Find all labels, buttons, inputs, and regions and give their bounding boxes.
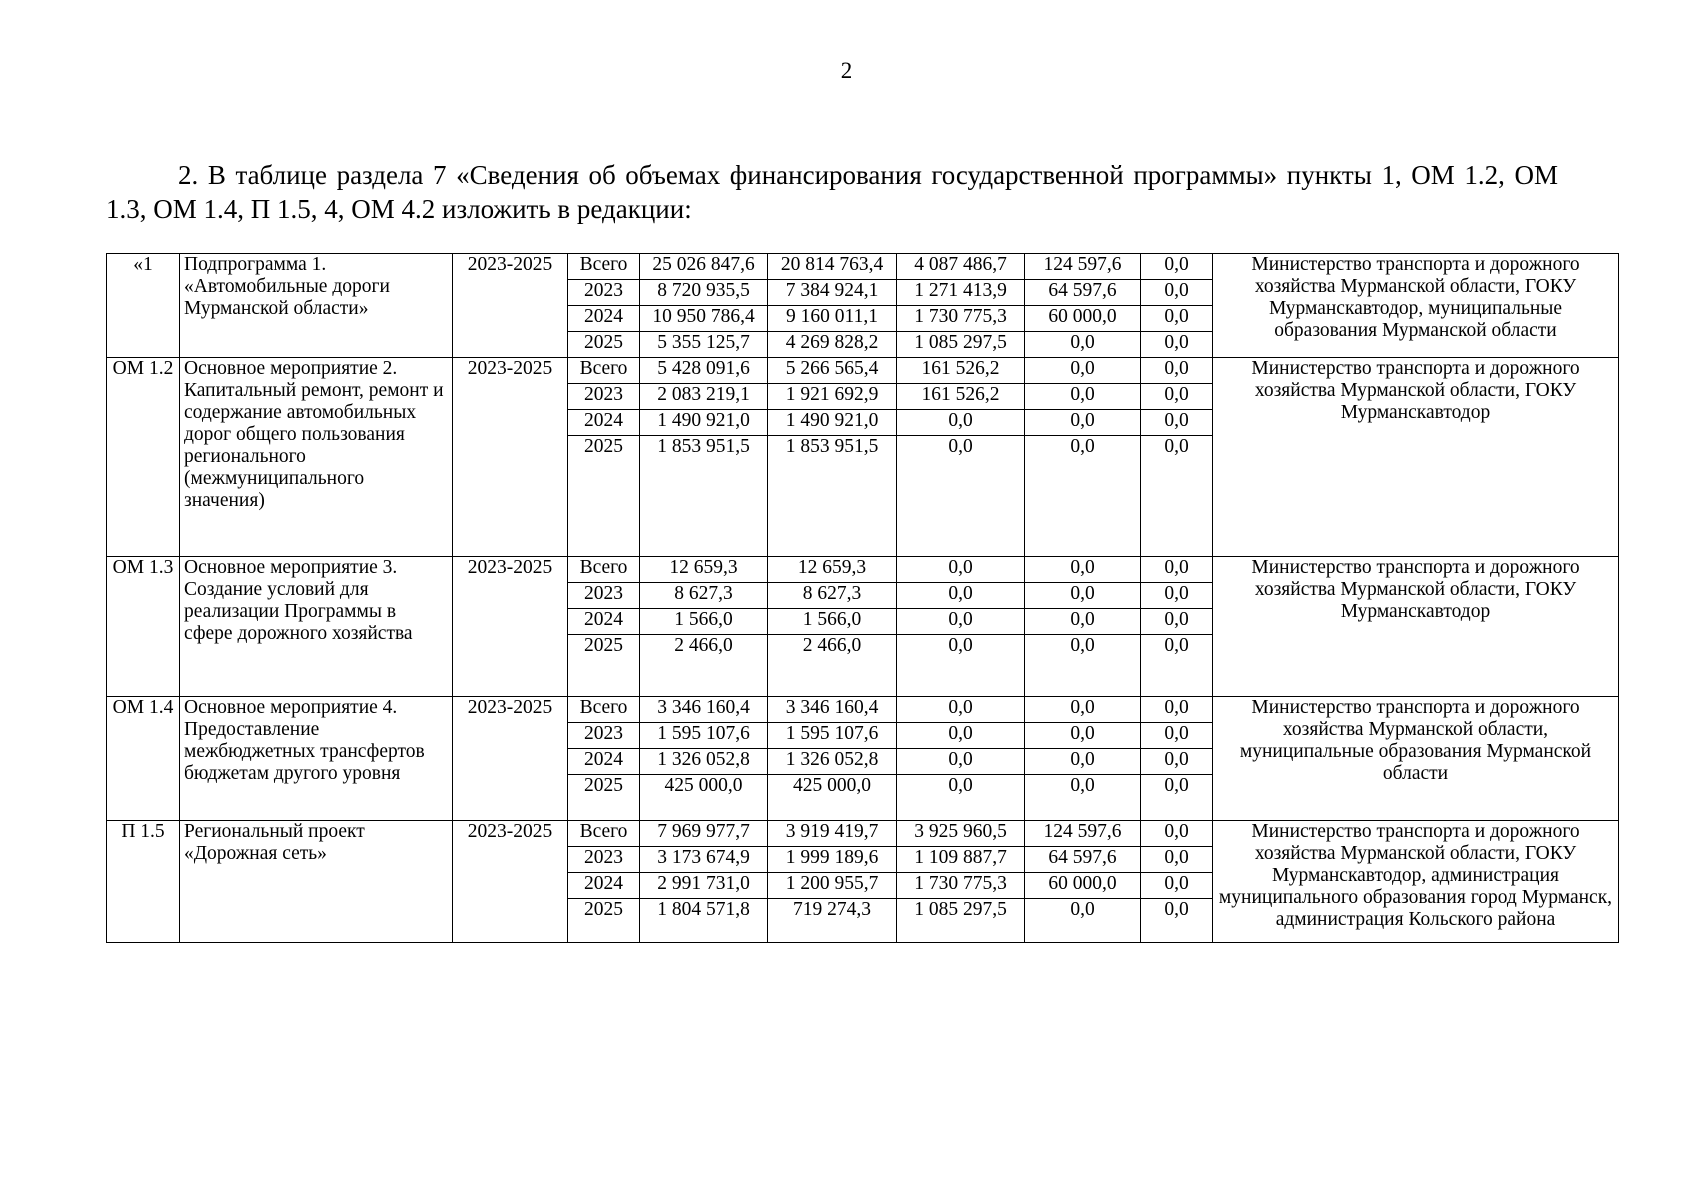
amount-cell: 8 627,3 [768,583,897,609]
amount-cell: 9 160 011,1 [768,306,897,332]
amount-cell: 8 627,3 [640,583,768,609]
amount-cell: 1 999 189,6 [768,847,897,873]
amount-cell: 1 921 692,9 [768,384,897,410]
amount-cell: 0,0 [1025,697,1141,723]
year-cell: 2023 [568,384,640,410]
item-name: Основное мероприятие 2. Капитальный ремонт, ремонт и содержание автомобильных дорог общего пользования регионального (межмуниципального значения) [180,358,453,557]
amount-cell: 1 326 052,8 [640,749,768,775]
amount-cell: 0,0 [1025,557,1141,583]
amount-cell: 0,0 [1141,384,1213,410]
intro-paragraph: 2. В таблице раздела 7 «Сведения об объемах финансирования государственной программы» пункты 1, ОМ 1.2, ОМ 1.3, ОМ 1.4, П 1.5, 4, ОМ 4.2 изложить в редакции: [106,160,1558,224]
amount-cell: 0,0 [897,557,1025,583]
amount-cell: 0,0 [1141,749,1213,775]
item-number: «1 [107,254,180,358]
amount-cell: 0,0 [897,723,1025,749]
amount-cell: 7 384 924,1 [768,280,897,306]
amount-cell: 0,0 [1141,436,1213,557]
amount-cell: 7 969 977,7 [640,821,768,847]
amount-cell: 3 346 160,4 [640,697,768,723]
year-cell: 2025 [568,635,640,697]
amount-cell: 8 720 935,5 [640,280,768,306]
year-cell: Всего [568,821,640,847]
amount-cell: 10 950 786,4 [640,306,768,332]
year-cell: 2025 [568,899,640,943]
amount-cell: 1 566,0 [640,609,768,635]
executor-cell: Министерство транспорта и дорожного хозяйства Мурманской области, ГОКУ Мурманскавтодор [1213,358,1619,557]
amount-cell: 1 730 775,3 [897,873,1025,899]
amount-cell: 60 000,0 [1025,306,1141,332]
item-period: 2023-2025 [453,254,568,358]
amount-cell: 0,0 [897,697,1025,723]
amount-cell: 0,0 [1141,557,1213,583]
amount-cell: 25 026 847,6 [640,254,768,280]
amount-cell: 2 991 731,0 [640,873,768,899]
amount-cell: 12 659,3 [768,557,897,583]
amount-cell: 0,0 [1025,583,1141,609]
executor-cell: Министерство транспорта и дорожного хозяйства Мурманской области, ГОКУ Мурманскавтодор [1213,557,1619,697]
item-number: ОМ 1.2 [107,358,180,557]
amount-cell: 60 000,0 [1025,873,1141,899]
item-number: ОМ 1.3 [107,557,180,697]
amount-cell: 2 466,0 [640,635,768,697]
year-cell: 2023 [568,280,640,306]
amount-cell: 0,0 [1025,410,1141,436]
amount-cell: 3 346 160,4 [768,697,897,723]
amount-cell: 0,0 [1025,899,1141,943]
amount-cell: 0,0 [1141,899,1213,943]
item-period: 2023-2025 [453,358,568,557]
amount-cell: 1 853 951,5 [640,436,768,557]
amount-cell: 1 109 887,7 [897,847,1025,873]
amount-cell: 12 659,3 [640,557,768,583]
amount-cell: 0,0 [1141,821,1213,847]
amount-cell: 0,0 [1025,723,1141,749]
amount-cell: 124 597,6 [1025,254,1141,280]
amount-cell: 1 595 107,6 [640,723,768,749]
page-number: 2 [840,58,853,83]
amount-cell: 161 526,2 [897,358,1025,384]
amount-cell: 64 597,6 [1025,847,1141,873]
amount-cell: 1 804 571,8 [640,899,768,943]
amount-cell: 124 597,6 [1025,821,1141,847]
amount-cell: 0,0 [1025,332,1141,358]
amount-cell: 3 925 960,5 [897,821,1025,847]
amount-cell: 0,0 [897,410,1025,436]
amount-cell: 0,0 [1141,873,1213,899]
amount-cell: 64 597,6 [1025,280,1141,306]
amount-cell: 0,0 [1025,358,1141,384]
amount-cell: 0,0 [1141,609,1213,635]
year-cell: 2024 [568,306,640,332]
year-cell: Всего [568,254,640,280]
amount-cell: 0,0 [1141,306,1213,332]
amount-cell: 5 266 565,4 [768,358,897,384]
year-cell: 2024 [568,873,640,899]
executor-cell: Министерство транспорта и дорожного хозяйства Мурманской области, ГОКУ Мурманскавтодор, администрация муниципального образования город Мурманск, администрация Кольского района [1213,821,1619,943]
year-cell: 2024 [568,609,640,635]
amount-cell: 0,0 [1025,609,1141,635]
amount-cell: 0,0 [1141,332,1213,358]
item-period: 2023-2025 [453,697,568,821]
amount-cell: 0,0 [1141,280,1213,306]
amount-cell: 0,0 [1025,635,1141,697]
amount-cell: 0,0 [1025,749,1141,775]
amount-cell: 1 490 921,0 [640,410,768,436]
amount-cell: 0,0 [1025,384,1141,410]
table-row [107,557,1619,583]
year-cell: Всего [568,557,640,583]
item-name: Основное мероприятие 4. Предоставление межбюджетных трансфертов бюджетам другого уровня [180,697,453,821]
amount-cell: 0,0 [1025,775,1141,821]
financing-table [106,253,1619,943]
amount-cell: 20 814 763,4 [768,254,897,280]
amount-cell: 0,0 [1141,775,1213,821]
amount-cell: 0,0 [1141,583,1213,609]
amount-cell: 0,0 [1025,436,1141,557]
year-cell: 2025 [568,332,640,358]
year-cell: 2025 [568,436,640,557]
amount-cell: 4 087 486,7 [897,254,1025,280]
amount-cell: 0,0 [897,635,1025,697]
item-name: Региональный проект «Дорожная сеть» [180,821,453,943]
amount-cell: 719 274,3 [768,899,897,943]
item-name: Подпрограмма 1. «Автомобильные дороги Мурманской области» [180,254,453,358]
amount-cell: 0,0 [897,436,1025,557]
year-cell: 2024 [568,410,640,436]
amount-cell: 1 853 951,5 [768,436,897,557]
amount-cell: 1 085 297,5 [897,899,1025,943]
amount-cell: 0,0 [1141,410,1213,436]
amount-cell: 0,0 [1141,847,1213,873]
amount-cell: 0,0 [1141,723,1213,749]
amount-cell: 1 085 297,5 [897,332,1025,358]
amount-cell: 0,0 [897,775,1025,821]
executor-cell: Министерство транспорта и дорожного хозяйства Мурманской области, муниципальные образования Мурманской области [1213,697,1619,821]
amount-cell: 0,0 [1141,697,1213,723]
amount-cell: 0,0 [1141,358,1213,384]
amount-cell: 1 595 107,6 [768,723,897,749]
amount-cell: 1 326 052,8 [768,749,897,775]
amount-cell: 3 919 419,7 [768,821,897,847]
amount-cell: 1 490 921,0 [768,410,897,436]
amount-cell: 0,0 [1141,254,1213,280]
amount-cell: 161 526,2 [897,384,1025,410]
item-number: П 1.5 [107,821,180,943]
table-row [107,358,1619,384]
amount-cell: 2 466,0 [768,635,897,697]
item-name: Основное мероприятие 3. Создание условий для реализации Программы в сфере дорожного хозяйства [180,557,453,697]
amount-cell: 1 566,0 [768,609,897,635]
year-cell: 2023 [568,583,640,609]
amount-cell: 425 000,0 [640,775,768,821]
table-row [107,254,1619,280]
table-row [107,821,1619,847]
amount-cell: 0,0 [1141,635,1213,697]
amount-cell: 2 083 219,1 [640,384,768,410]
item-period: 2023-2025 [453,557,568,697]
amount-cell: 5 428 091,6 [640,358,768,384]
year-cell: 2024 [568,749,640,775]
amount-cell: 425 000,0 [768,775,897,821]
year-cell: 2025 [568,775,640,821]
year-cell: 2023 [568,723,640,749]
amount-cell: 0,0 [897,583,1025,609]
table-row [107,697,1619,723]
amount-cell: 3 173 674,9 [640,847,768,873]
amount-cell: 1 200 955,7 [768,873,897,899]
amount-cell: 0,0 [897,749,1025,775]
executor-cell: Министерство транспорта и дорожного хозяйства Мурманской области, ГОКУ Мурманскавтодор, муниципальные образования Мурманской области [1213,254,1619,358]
amount-cell: 1 271 413,9 [897,280,1025,306]
amount-cell: 1 730 775,3 [897,306,1025,332]
item-number: ОМ 1.4 [107,697,180,821]
amount-cell: 0,0 [897,609,1025,635]
year-cell: Всего [568,358,640,384]
amount-cell: 5 355 125,7 [640,332,768,358]
amount-cell: 4 269 828,2 [768,332,897,358]
year-cell: Всего [568,697,640,723]
year-cell: 2023 [568,847,640,873]
item-period: 2023-2025 [453,821,568,943]
